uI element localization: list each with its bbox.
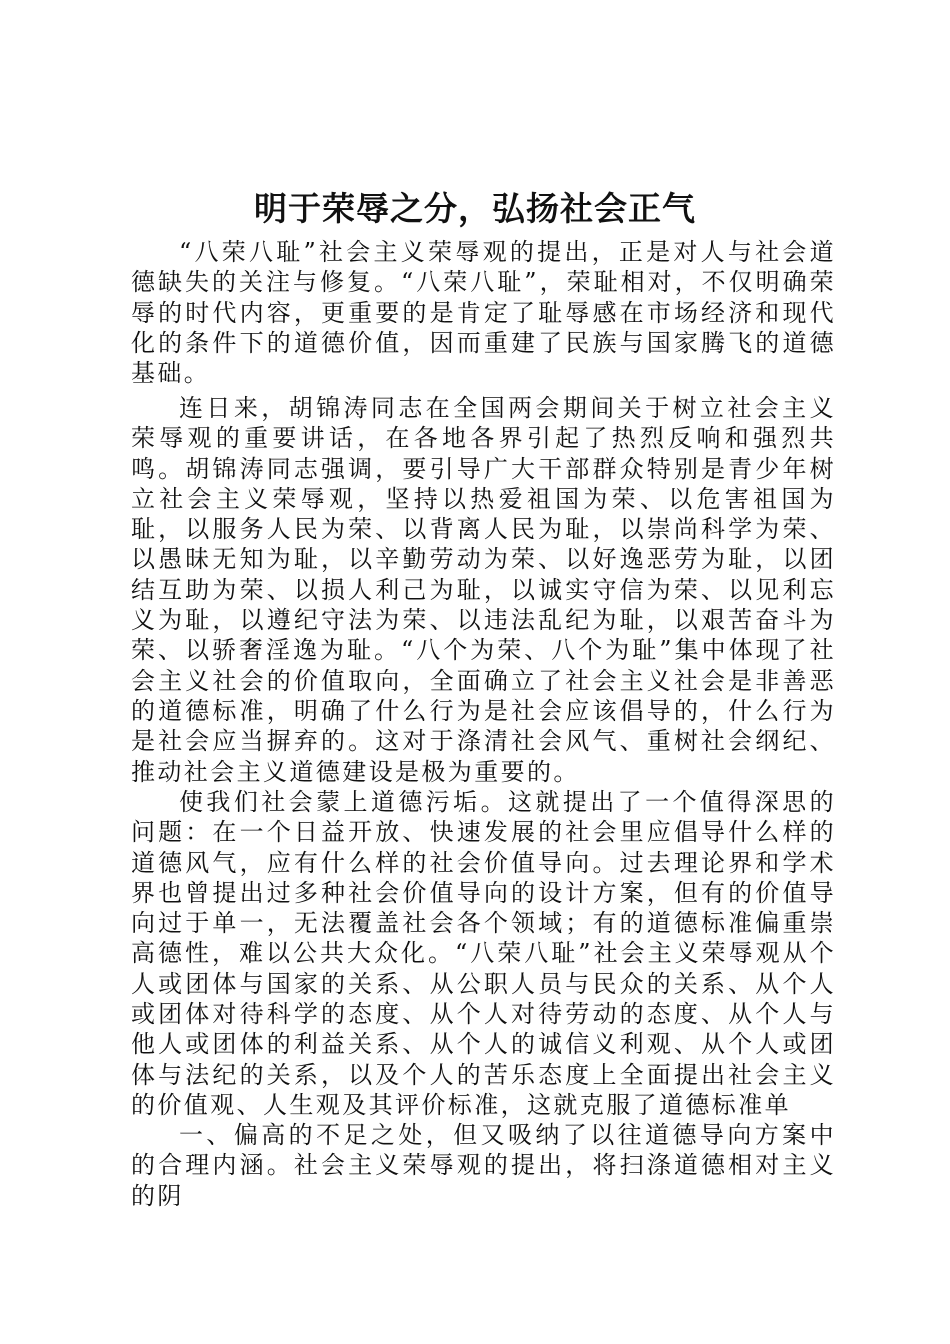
paragraph-4 [131, 1120, 836, 1211]
document-title: 明于荣辱之分，弘扬社会正气 [254, 189, 696, 228]
paragraph-3 [131, 787, 836, 1120]
paragraph-1 [131, 237, 836, 388]
paragraph-text: 使我们社会蒙上道德污垢。这就提出了一个值得深思的问题：在一个日益开放、快速发展的社会里应倡导什么样的道德风气，应有什么样的社会价值导向。过去理论界和学术界也曾提出过多种社会价值导向的设计方案，但有的价值导向过于单一，无法覆盖社会各个领域；有的道德标准偏重崇高德性，难以公共大众化。“八荣八耻”社会主义荣辱观从个人或团体与国家的关系、从公职人员与民众的关系、从个人或团体对待科学的态度、从个人对待劳动的态度、从个人与他人或团体的利益关系、从个人的诚信义利观、从个人或团体与法纪的关系，以及个人的苦乐态度上全面提出社会主义的价值观、人生观及其评价标准，这就克服了道德标准单 [131, 788, 836, 1119]
paragraph-2 [131, 393, 836, 787]
paragraph-text: 连日来，胡锦涛同志在全国两会期间关于树立社会主义荣辱观的重要讲话，在各地各界引起了热烈反响和强烈共鸣。胡锦涛同志强调，要引导广大干部群众特别是青少年树立社会主义荣辱观，坚持以热爱祖国为荣、以危害祖国为耻，以服务人民为荣、以背离人民为耻，以崇尚科学为荣、以愚昧无知为耻，以辛勤劳动为荣、以好逸恶劳为耻，以团结互助为荣、以损人利己为耻，以诚实守信为荣、以见利忘义为耻，以遵纪守法为荣、以违法乱纪为耻，以艰苦奋斗为荣、以骄奢淫逸为耻。“八个为荣、八个为耻”集中体现了社会主义社会的价值取向，全面确立了社会主义社会是非善恶的道德标准，明确了什么行为是社会应该倡导的，什么行为是社会应当摒弃的。这对于涤清社会风气、重树社会纲纪、推动社会主义道德建设是极为重要的。 [131, 394, 836, 786]
paragraph-text: 一、偏高的不足之处，但又吸纳了以往道德导向方案中的合理内涵。社会主义荣辱观的提出，将扫涤道德相对主义的阴 [131, 1121, 836, 1210]
paragraph-text: “八荣八耻”社会主义荣辱观的提出，正是对人与社会道德缺失的关注与修复。“八荣八耻”，荣耻相对，不仅明确荣辱的时代内容，更重要的是肯定了耻辱感在市场经济和现代化的条件下的道德价值，因而重建了民族与国家腾飞的道德基础。 [131, 238, 836, 388]
